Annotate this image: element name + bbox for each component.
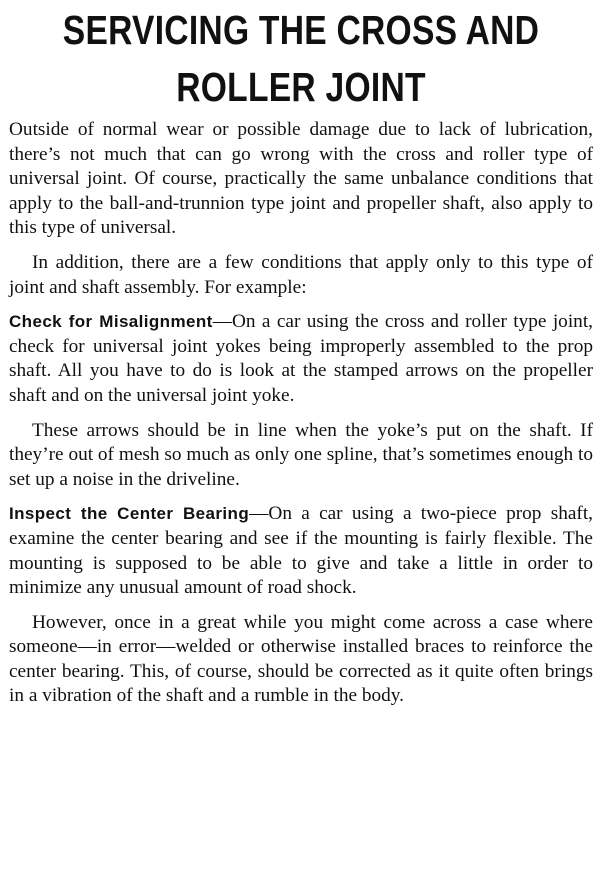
document-body (9, 118, 593, 709)
paragraph-arrows: These arrows should be in line when the yoke’s put on the shaft. If they’re out of mesh so much as only one spline, that’s sometimes enough to set up a noise in the driveline. (9, 419, 593, 490)
paragraph-intro: Outside of normal wear or possible damage due to lack of lubrication, there’s not much that can go wrong with the cross and roller type of universal joint. Of course, practically the same unbalance conditions that apply to the ball-and-trunnion type joint and propeller shaft, also apply to this type of universal. (9, 119, 593, 239)
page-title (62, 0, 541, 116)
heading-check-misalignment: Check for Misalignment (9, 312, 213, 332)
misalignment-text: —On a car using the cross and roller type joint, check for universal joint yokes being improperly assembled to the prop shaft. All you have to do is look at the stamped arrows on the propeller shaft and on the universal joint yoke. (9, 311, 593, 406)
document-page (9, 0, 593, 719)
paragraph-braces: However, once in a great while you might come across a case where someone—in error—welded or otherwise installed braces to reinforce the center bearing. This, of course, should be corrected as it quite often brings in a vibration of the shaft and a rumble in the body. (9, 611, 593, 707)
paragraph-addition: In addition, there are a few conditions that apply only to this type of joint and shaft assembly. For example: (9, 251, 593, 298)
title-line-1: SERVICING THE CROSS AND (62, 7, 540, 53)
center-bearing-text: —On a car using a two-piece prop shaft, examine the center bearing and see if the mounting is fairly flexible. The mounting is supposed to be able to give and take a little in order to minimize any unusual amount of road shock. (9, 503, 593, 599)
paragraph-misalignment (9, 310, 593, 408)
title-line-2: ROLLER JOINT (176, 64, 426, 110)
paragraph-center-bearing (9, 502, 593, 600)
heading-inspect-center-bearing: Inspect the Center Bearing (9, 504, 250, 524)
